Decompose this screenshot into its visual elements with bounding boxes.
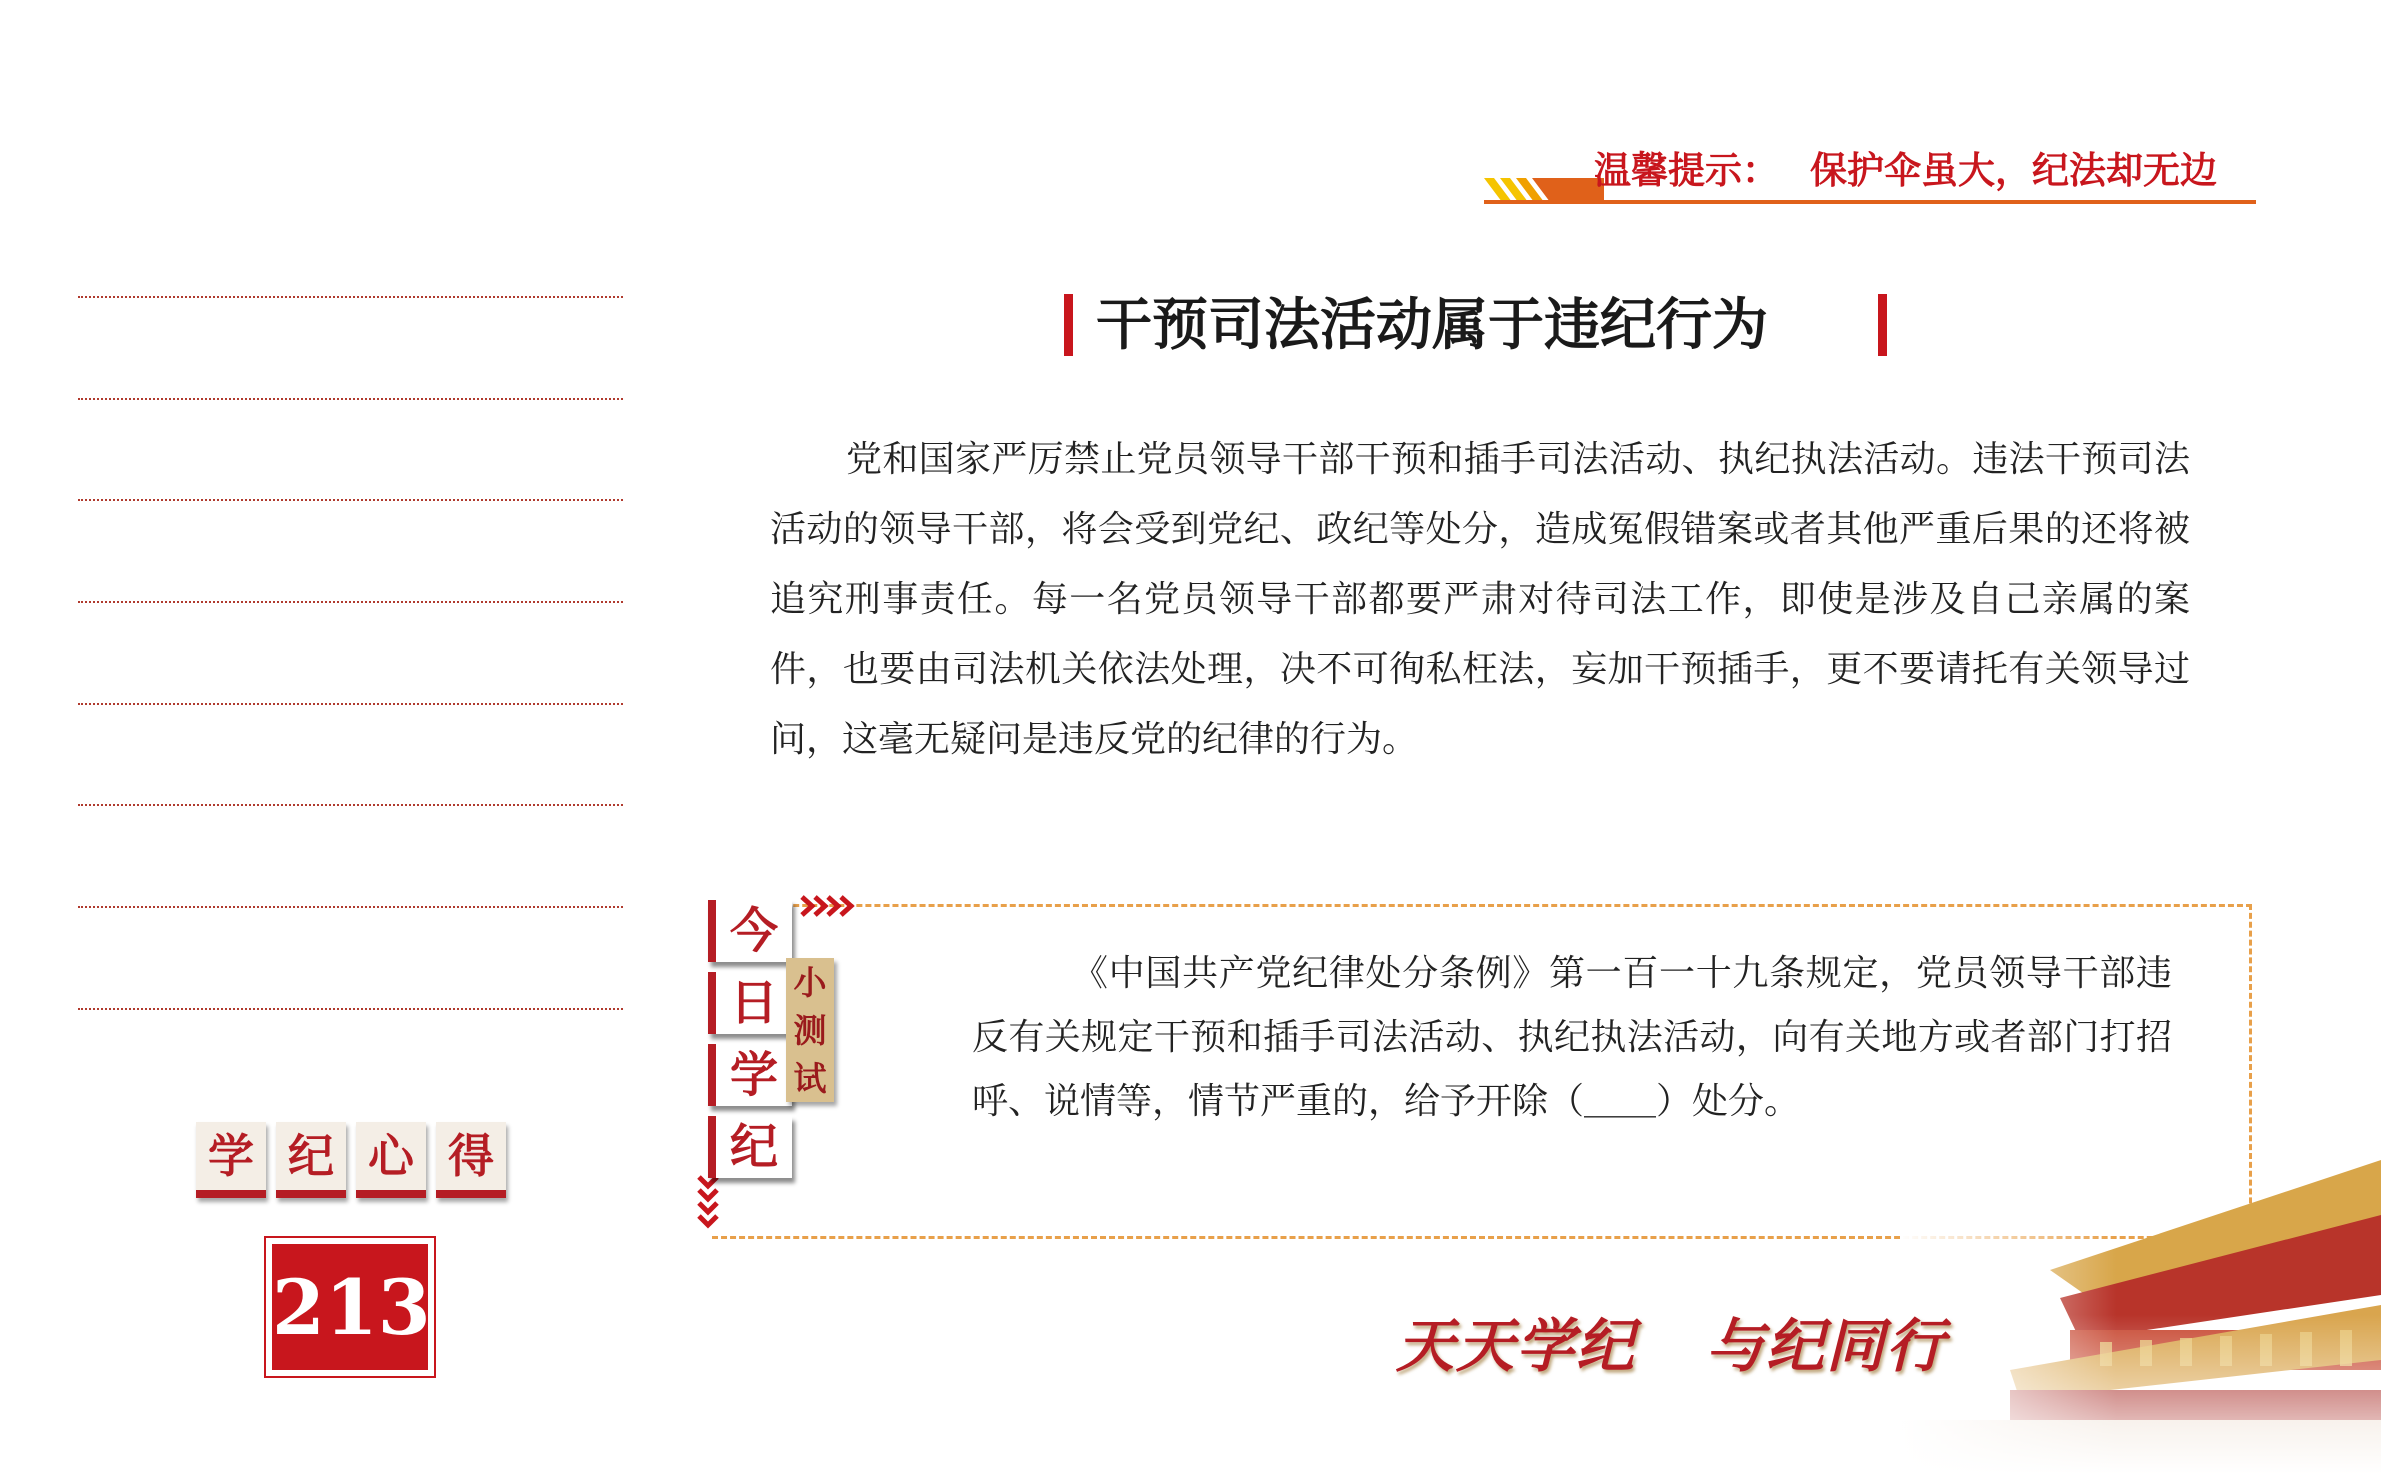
quiz-sub-char: 小 bbox=[793, 963, 827, 1002]
article-body: 党和国家严厉禁止党员领导干部干预和插手司法活动、执纪执法活动。违法干预司法活动的领导干部，将会受到党纪、政纪等处分，造成冤假错案或者其他严重后果的还将被追究刑事责任。每一名党员领导干部都要严肃对待司法工作，即使是涉及自己亲属的案件，也要由司法机关依法处理，决不可徇私枉法，妄加干预插手，更不要请托有关领导过问，这毫无疑问是违反党的纪律的行为。 bbox=[770, 439, 2190, 760]
quiz-sub-char: 试 bbox=[793, 1059, 827, 1098]
slogan bbox=[1396, 1308, 1946, 1384]
note-line bbox=[78, 703, 623, 705]
tip-text: 保护伞虽大，纪法却无边 bbox=[1810, 149, 2217, 192]
notes-label-char: 得 bbox=[436, 1122, 506, 1198]
chevron-right-icon bbox=[800, 893, 856, 919]
quiz-sub-char: 测 bbox=[793, 1011, 827, 1050]
note-line bbox=[78, 1008, 623, 1010]
note-line bbox=[78, 906, 623, 908]
slogan-part-2: 与纪同行 bbox=[1706, 1312, 1947, 1380]
note-line bbox=[78, 296, 623, 298]
chevron-down-icon bbox=[695, 1175, 721, 1235]
tip-label: 温馨提示： bbox=[1594, 149, 1779, 192]
issue-number: 213 bbox=[272, 1244, 428, 1370]
title-bar-right bbox=[1878, 294, 1887, 356]
quiz-char: 今 bbox=[708, 900, 792, 962]
note-line bbox=[78, 499, 623, 501]
quiz-question: 《中国共产党纪律处分条例》第一百一十九条规定，党员领导干部违反有关规定干预和插手司法活动、执纪执法活动，向有关地方或者部门打招呼、说情等，情节严重的，给予开除（＿＿）处分。 bbox=[972, 953, 2172, 1122]
notes-label-char: 纪 bbox=[276, 1122, 346, 1198]
title-bar-left bbox=[1064, 294, 1073, 356]
tiananmen-gate-decoration bbox=[1900, 1120, 2381, 1474]
notes-label-char: 心 bbox=[356, 1122, 426, 1198]
issue-number-box bbox=[264, 1236, 436, 1378]
notes-label-char: 学 bbox=[196, 1122, 266, 1198]
quiz-char: 日 bbox=[708, 972, 792, 1034]
quiz-char: 纪 bbox=[708, 1116, 792, 1178]
quiz-sub-label bbox=[786, 958, 834, 1102]
note-line bbox=[78, 601, 623, 603]
note-line bbox=[78, 804, 623, 806]
quiz-char: 学 bbox=[708, 1044, 792, 1106]
note-line bbox=[78, 398, 623, 400]
tip-underline bbox=[1484, 200, 2256, 204]
slogan-part-1: 天天学纪 bbox=[1396, 1312, 1637, 1380]
article-title: 干预司法活动属于违纪行为 bbox=[1096, 293, 1768, 358]
